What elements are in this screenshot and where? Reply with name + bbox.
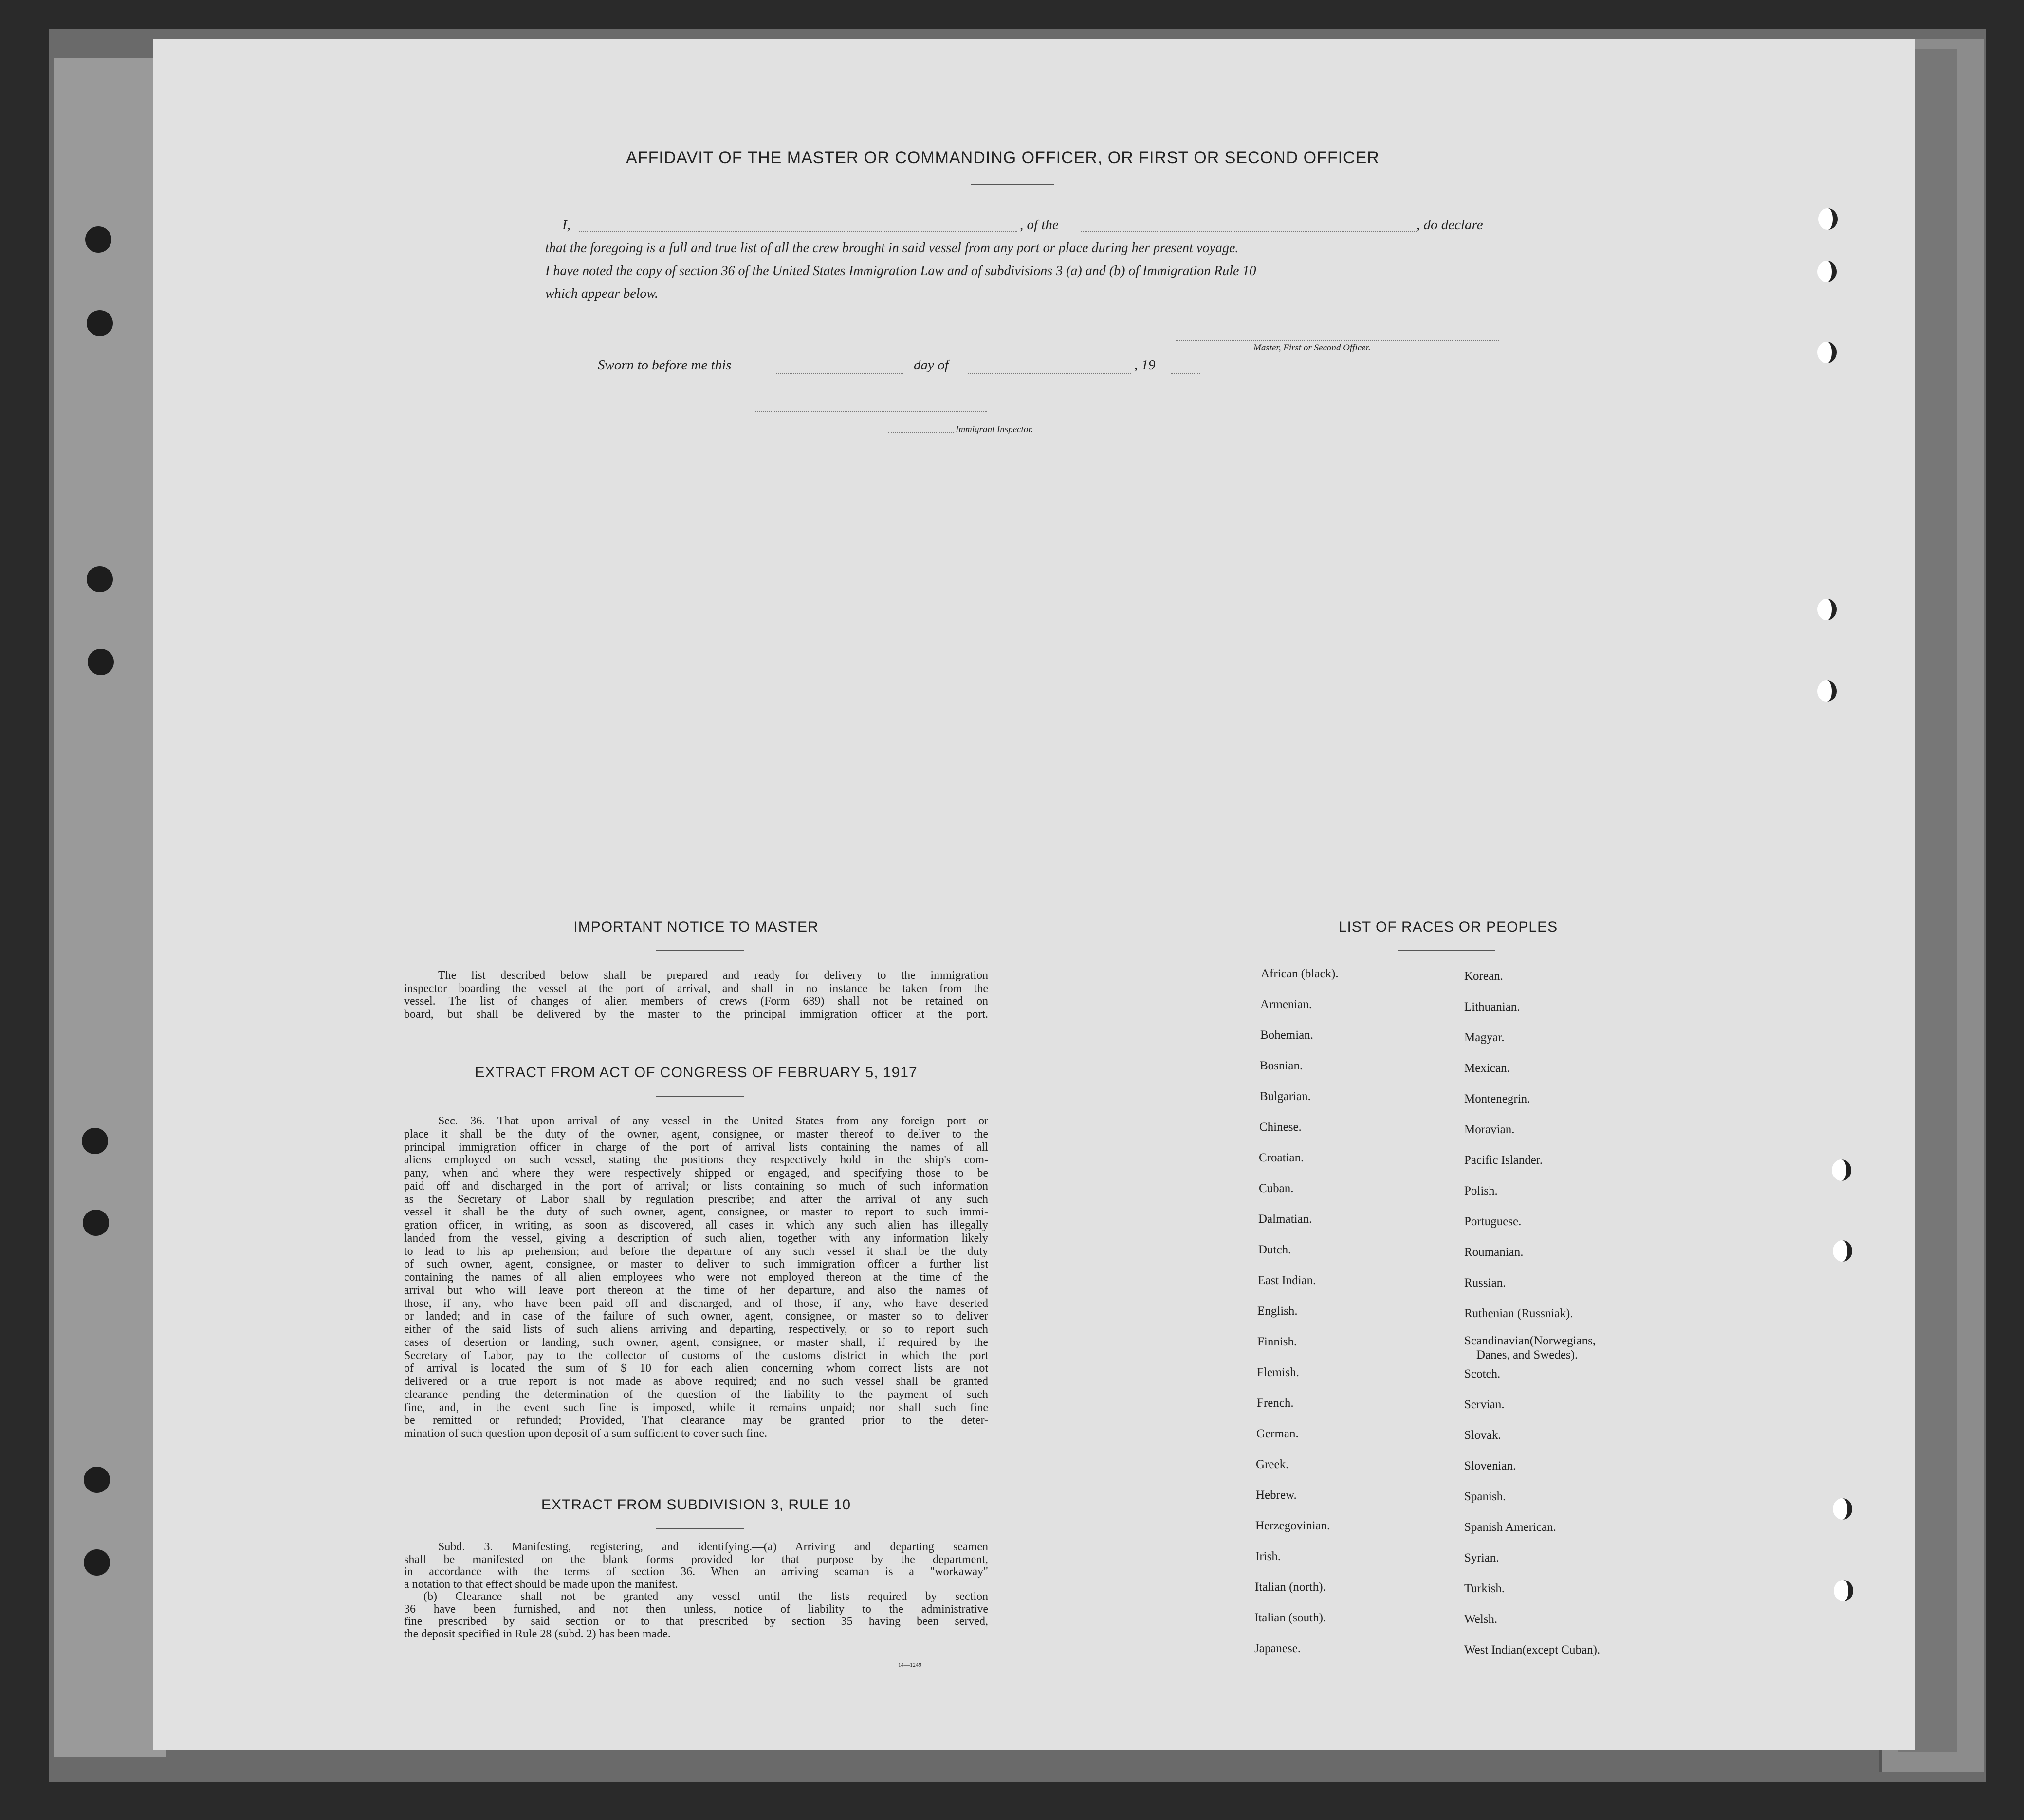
paragraph-line: the deposit specified in Rule 28 (subd. 2) has been made. [404, 1627, 671, 1640]
paragraph-line: of such owner, agent, consignee, or master to deliver to such immigration officer a further list [404, 1258, 988, 1271]
punch-hole [1833, 1240, 1852, 1262]
master-label: Master, First or Second Officer. [1253, 343, 1371, 353]
paragraph-line: containing the names of all alien employees who were not employed thereon at the time of the [404, 1271, 988, 1284]
race-item: Cuban. [1259, 1182, 1294, 1195]
race-item: Montenegrin. [1464, 1092, 1530, 1105]
punch-hole [1818, 208, 1838, 230]
race-item: Pacific Islander. [1464, 1154, 1543, 1167]
race-item: Slovak. [1464, 1429, 1501, 1442]
paragraph-line: delivered or a true report is not made as above required; and no such vessel shall be granted [404, 1375, 988, 1388]
binder-hole [88, 649, 114, 675]
binder-hole [87, 310, 113, 336]
rule-10-paragraph [404, 1541, 988, 1640]
master-signature-blank[interactable] [1176, 340, 1499, 341]
paragraph-line: landed from the vessel, giving a description of such alien, together with any information likely [404, 1232, 988, 1245]
paragraph-line: in accordance with the terms of section 36. When an arriving seaman is a "workaway" [404, 1565, 988, 1578]
binder-hole [85, 226, 111, 253]
race-item: Spanish. [1464, 1490, 1506, 1503]
race-item: Magyar. [1464, 1031, 1505, 1044]
month-blank[interactable] [968, 373, 1131, 374]
paragraph-line: of arrival is located the sum of $ 10 for each alien concerning whom correct lists are not [404, 1362, 988, 1375]
notice-line: inspector boarding the vessel at the port of arrival, and shall in no instance be taken from the [404, 982, 988, 995]
race-item: Lithuanian. [1464, 1000, 1520, 1013]
races-rule [1398, 950, 1495, 951]
race-item: Greek. [1256, 1458, 1289, 1471]
binder-hole [83, 1210, 109, 1236]
race-item: Flemish. [1257, 1366, 1299, 1379]
race-item: Welsh. [1464, 1613, 1498, 1626]
race-item: Armenian. [1260, 998, 1312, 1011]
notice-line: The list described below shall be prepared and ready for delivery to the immigration [438, 969, 988, 982]
paragraph-line: clearance pending the determination of the question of the liability to the payment of such [404, 1388, 988, 1401]
race-item: English. [1257, 1305, 1298, 1318]
year-text: , 19 [1134, 357, 1156, 373]
extract-rule-rule [656, 1528, 744, 1529]
notice-title: IMPORTANT NOTICE TO MASTER [573, 919, 819, 935]
punch-hole [1817, 342, 1837, 363]
race-item: West Indian(except Cuban). [1464, 1643, 1601, 1656]
paragraph-line: as the Secretary of Labor shall by regulation prescribe; and after the arrival of any such [404, 1193, 988, 1206]
paragraph-line: those, if any, who have been paid off and discharged, and of those, if any, who have deserted [404, 1297, 988, 1310]
race-item: Bosnian. [1260, 1059, 1303, 1072]
race-item: Irish. [1255, 1550, 1281, 1563]
paragraph-line: cases of desertion or landing, such owner, agent, consignee, or master shall, if required by the [404, 1336, 988, 1349]
binder-hole [82, 1128, 108, 1154]
paragraph-line: a notation to that effect should be made upon the manifest. [404, 1578, 678, 1591]
punch-hole [1834, 1580, 1853, 1601]
paragraph-line: or landed; and in case of the failure of such owner, agent, consignee, or master so to deliver [404, 1310, 988, 1323]
race-item: Italian (south). [1254, 1611, 1326, 1624]
paragraph-line: mination of such question upon deposit of a sum sufficient to cover such fine. [404, 1427, 768, 1440]
paragraph-line: aliens employed on such vessel, stating the positions they respectively hold in the ship's com- [404, 1154, 988, 1167]
paragraph-line: principal immigration officer in charge of the port of arrival lists containing the names of all [404, 1140, 988, 1154]
paragraph-line: Sec. 36. That upon arrival of any vessel in the United States from any foreign port or [438, 1115, 988, 1127]
race-item: Korean. [1464, 970, 1503, 983]
year-blank[interactable] [1171, 373, 1200, 374]
paragraph-line: Subd. 3. Manifesting, registering, and identifying.—(a) Arriving and departing seamen [438, 1541, 988, 1553]
affidavit-line-3: I have noted the copy of section 36 of the United States Immigration Law and of subdivisions 3 (a) and (b) of Immigration Rule 10 [545, 263, 1256, 278]
officer-name-blank[interactable] [579, 231, 1017, 232]
extract-act-rule [656, 1096, 744, 1097]
race-item: Ruthenian (Russniak). [1464, 1307, 1573, 1320]
race-item: Bulgarian. [1260, 1090, 1311, 1103]
binding-strip [54, 58, 166, 1757]
paragraph-line: fine prescribed by said section or to that prescribed by section 35 having been served, [404, 1615, 988, 1628]
notice-rule [656, 950, 744, 951]
paragraph-line: be remitted or refunded; Provided, That clearance may be granted prior to the deter- [404, 1414, 988, 1427]
race-item: German. [1256, 1427, 1299, 1440]
race-item: Syrian. [1464, 1551, 1499, 1564]
race-item: Croatian. [1259, 1151, 1304, 1164]
affidavit-of-the: , of the [1020, 217, 1059, 233]
race-item: Slovenian. [1464, 1459, 1516, 1472]
vessel-name-blank[interactable] [1081, 231, 1417, 232]
punch-hole [1817, 680, 1837, 702]
punch-hole [1832, 1159, 1851, 1181]
race-item: Dalmatian. [1258, 1213, 1312, 1226]
notice-line: board, but shall be delivered by the master to the principal immigration officer at the port. [404, 1008, 988, 1021]
race-item: French. [1257, 1397, 1294, 1410]
race-item: Turkish. [1464, 1582, 1505, 1595]
affidavit-line-2: that the foregoing is a full and true list of all the crew brought in said vessel from any port or place during her present voyage. [545, 240, 1239, 256]
punch-hole [1817, 261, 1837, 282]
paragraph-line: either of the said lists of such aliens arriving and departing, respectively, or so to report such [404, 1323, 988, 1336]
race-item: Italian (north). [1255, 1581, 1326, 1594]
binder-hole [87, 566, 113, 592]
notice-line: vessel. The list of changes of alien members of crews (Form 689) shall not be retained on [404, 995, 988, 1008]
race-item: Polish. [1464, 1184, 1498, 1197]
race-item: Spanish American. [1464, 1521, 1556, 1534]
extract-rule-title: EXTRACT FROM SUBDIVISION 3, RULE 10 [541, 1497, 851, 1513]
paragraph-line: paid off and discharged in the port of arrival; or lists containing so much of such information [404, 1179, 988, 1193]
paragraph-line: fine, and, in the event such fine is imposed, while it remains unpaid; nor shall such fine [404, 1401, 988, 1414]
punch-hole [1833, 1498, 1852, 1520]
paragraph-line: arrival but who will leave port thereon at the time of her departure, and also the names of [404, 1284, 988, 1297]
paragraph-line: vessel it shall be the duty of such owner, agent, consignee, or master to report to such immi- [404, 1206, 988, 1219]
race-item: Scotch. [1464, 1367, 1501, 1380]
binder-hole [84, 1549, 110, 1576]
race-item: East Indian. [1258, 1274, 1316, 1287]
affidavit-title: AFFIDAVIT OF THE MASTER OR COMMANDING OFFICER, OR FIRST OR SECOND OFFICER [626, 148, 1380, 167]
race-item: Herzegovinian. [1255, 1519, 1330, 1532]
paragraph-line: to lead to his ap prehension; and before the departure of any such vessel it shall be the duty [404, 1245, 988, 1258]
inspector-label: Immigrant Inspector. [956, 424, 1033, 435]
sworn-text: Sworn to before me this [598, 357, 732, 373]
race-item: Servian. [1464, 1398, 1505, 1411]
race-item: Bohemian. [1260, 1029, 1314, 1042]
paragraph-line: (b) Clearance shall not be granted any vessel until the lists required by section [423, 1590, 988, 1603]
binder-hole [84, 1467, 110, 1493]
day-of-text: day of [914, 357, 949, 373]
race-item: Hebrew. [1256, 1489, 1297, 1502]
race-item: Dutch. [1258, 1243, 1291, 1256]
race-item: Chinese. [1259, 1121, 1302, 1134]
paragraph-line: Secretary of Labor, pay to the collector of customs of the customs district in which the port [404, 1349, 988, 1362]
inspector-lead-dots [888, 432, 954, 433]
paragraph-line: shall be manifested on the blank forms provided for that purpose by the department, [404, 1553, 988, 1566]
race-item: Moravian. [1464, 1123, 1515, 1136]
title-rule [971, 184, 1054, 185]
affidavit-i: I, [562, 217, 570, 233]
paragraph-line: gration officer, in writing, as soon as discovered, all cases in which any such alien has illegally [404, 1219, 988, 1232]
race-item: Russian. [1464, 1276, 1506, 1289]
manifest-page [153, 39, 1915, 1750]
race-item: Finnish. [1257, 1335, 1297, 1348]
affidavit-line-4: which appear below. [545, 286, 659, 301]
races-title: LIST OF RACES OR PEOPLES [1338, 919, 1558, 935]
race-item: Portuguese. [1464, 1215, 1522, 1228]
race-item: Mexican. [1464, 1062, 1510, 1075]
inspector-signature-blank[interactable] [754, 411, 987, 412]
punch-hole [1817, 599, 1837, 620]
extract-act-title: EXTRACT FROM ACT OF CONGRESS OF FEBRUARY 5, 1917 [475, 1065, 918, 1081]
race-item: Scandinavian(Norwegians, [1464, 1334, 1596, 1347]
paragraph-line: place it shall be the duty of the owner, agent, consignee, or master thereof to deliver to the [404, 1127, 988, 1140]
notice-paragraph [404, 969, 988, 1021]
race-item: Roumanian. [1464, 1246, 1524, 1259]
race-item: Japanese. [1254, 1642, 1301, 1655]
day-blank[interactable] [776, 373, 903, 374]
affidavit-declare: , do declare [1417, 217, 1483, 233]
form-number: 14—1249 [898, 1661, 921, 1668]
section-36-paragraph [404, 1115, 988, 1440]
race-item: Danes, and Swedes). [1476, 1348, 1578, 1361]
paragraph-line: pany, when and where they were respectively shipped or engaged, and specifying those to be [404, 1167, 988, 1179]
paragraph-line: 36 have been furnished, and not then unless, notice of liability to the administrative [404, 1602, 988, 1616]
race-item: African (black). [1261, 967, 1339, 980]
